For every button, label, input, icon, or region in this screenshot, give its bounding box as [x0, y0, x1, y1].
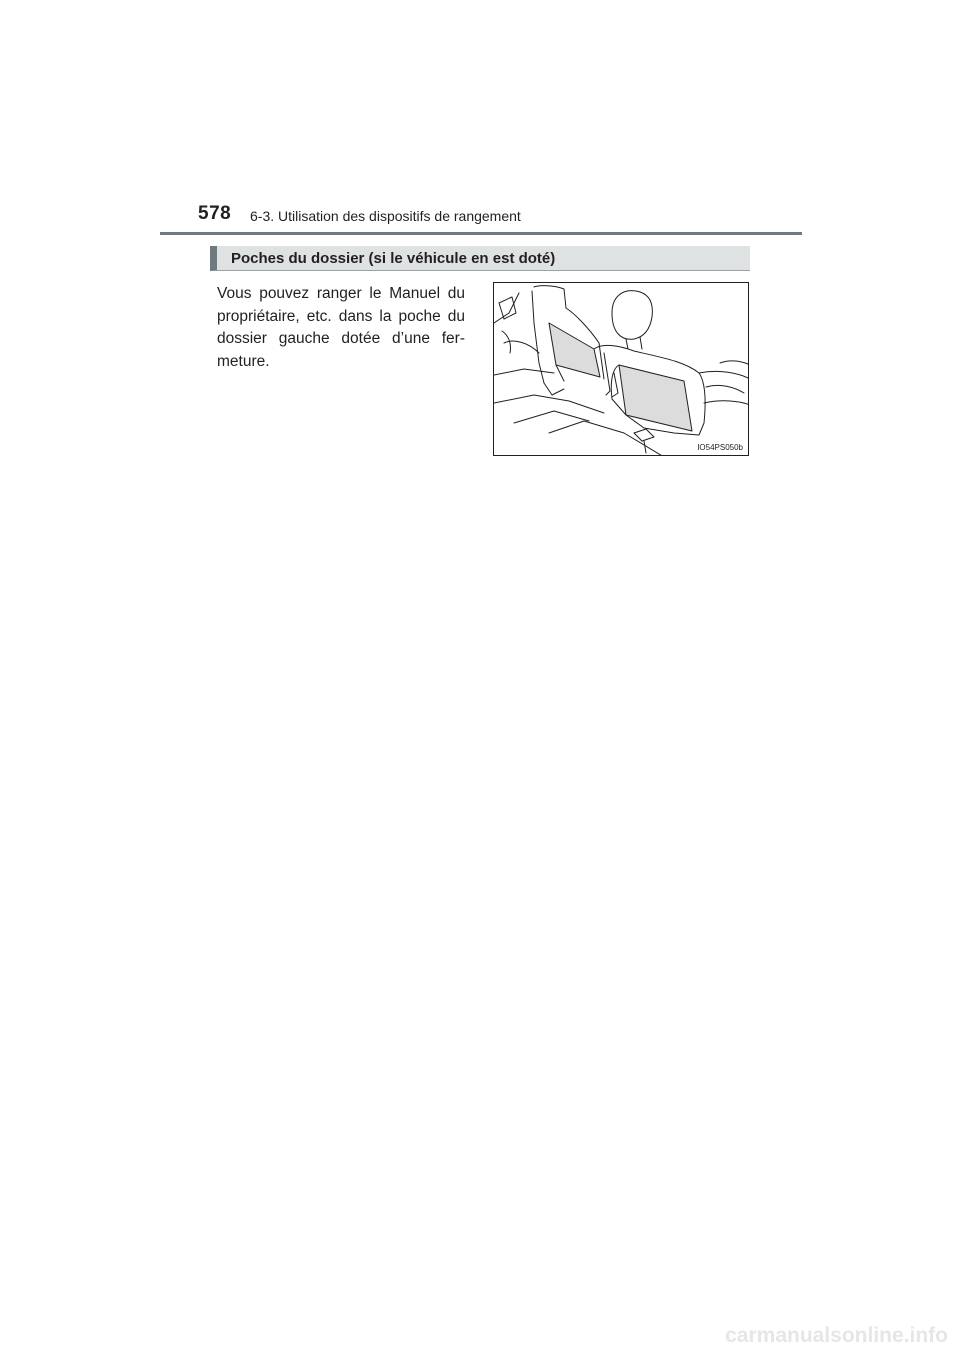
body-paragraph: Vous pouvez ranger le Manuel du propriétaire, etc. dans la poche du dossier gauche dotée d’une fer-meture.: [217, 285, 465, 370]
running-head: 6-3. Utilisation des dispositifs de rangement: [250, 208, 521, 224]
section-heading-bar: [210, 246, 750, 271]
header-rule: [160, 232, 802, 235]
watermark: carmanualsonline.info: [725, 1324, 948, 1347]
page-number: 578: [198, 203, 232, 224]
figure-code: IO54PS050b: [697, 443, 743, 452]
seatback-pocket-illustration-icon: [494, 283, 749, 456]
section-title: Poches du dossier (si le véhicule en est doté): [231, 250, 556, 267]
seatback-pocket-figure: [493, 282, 749, 456]
